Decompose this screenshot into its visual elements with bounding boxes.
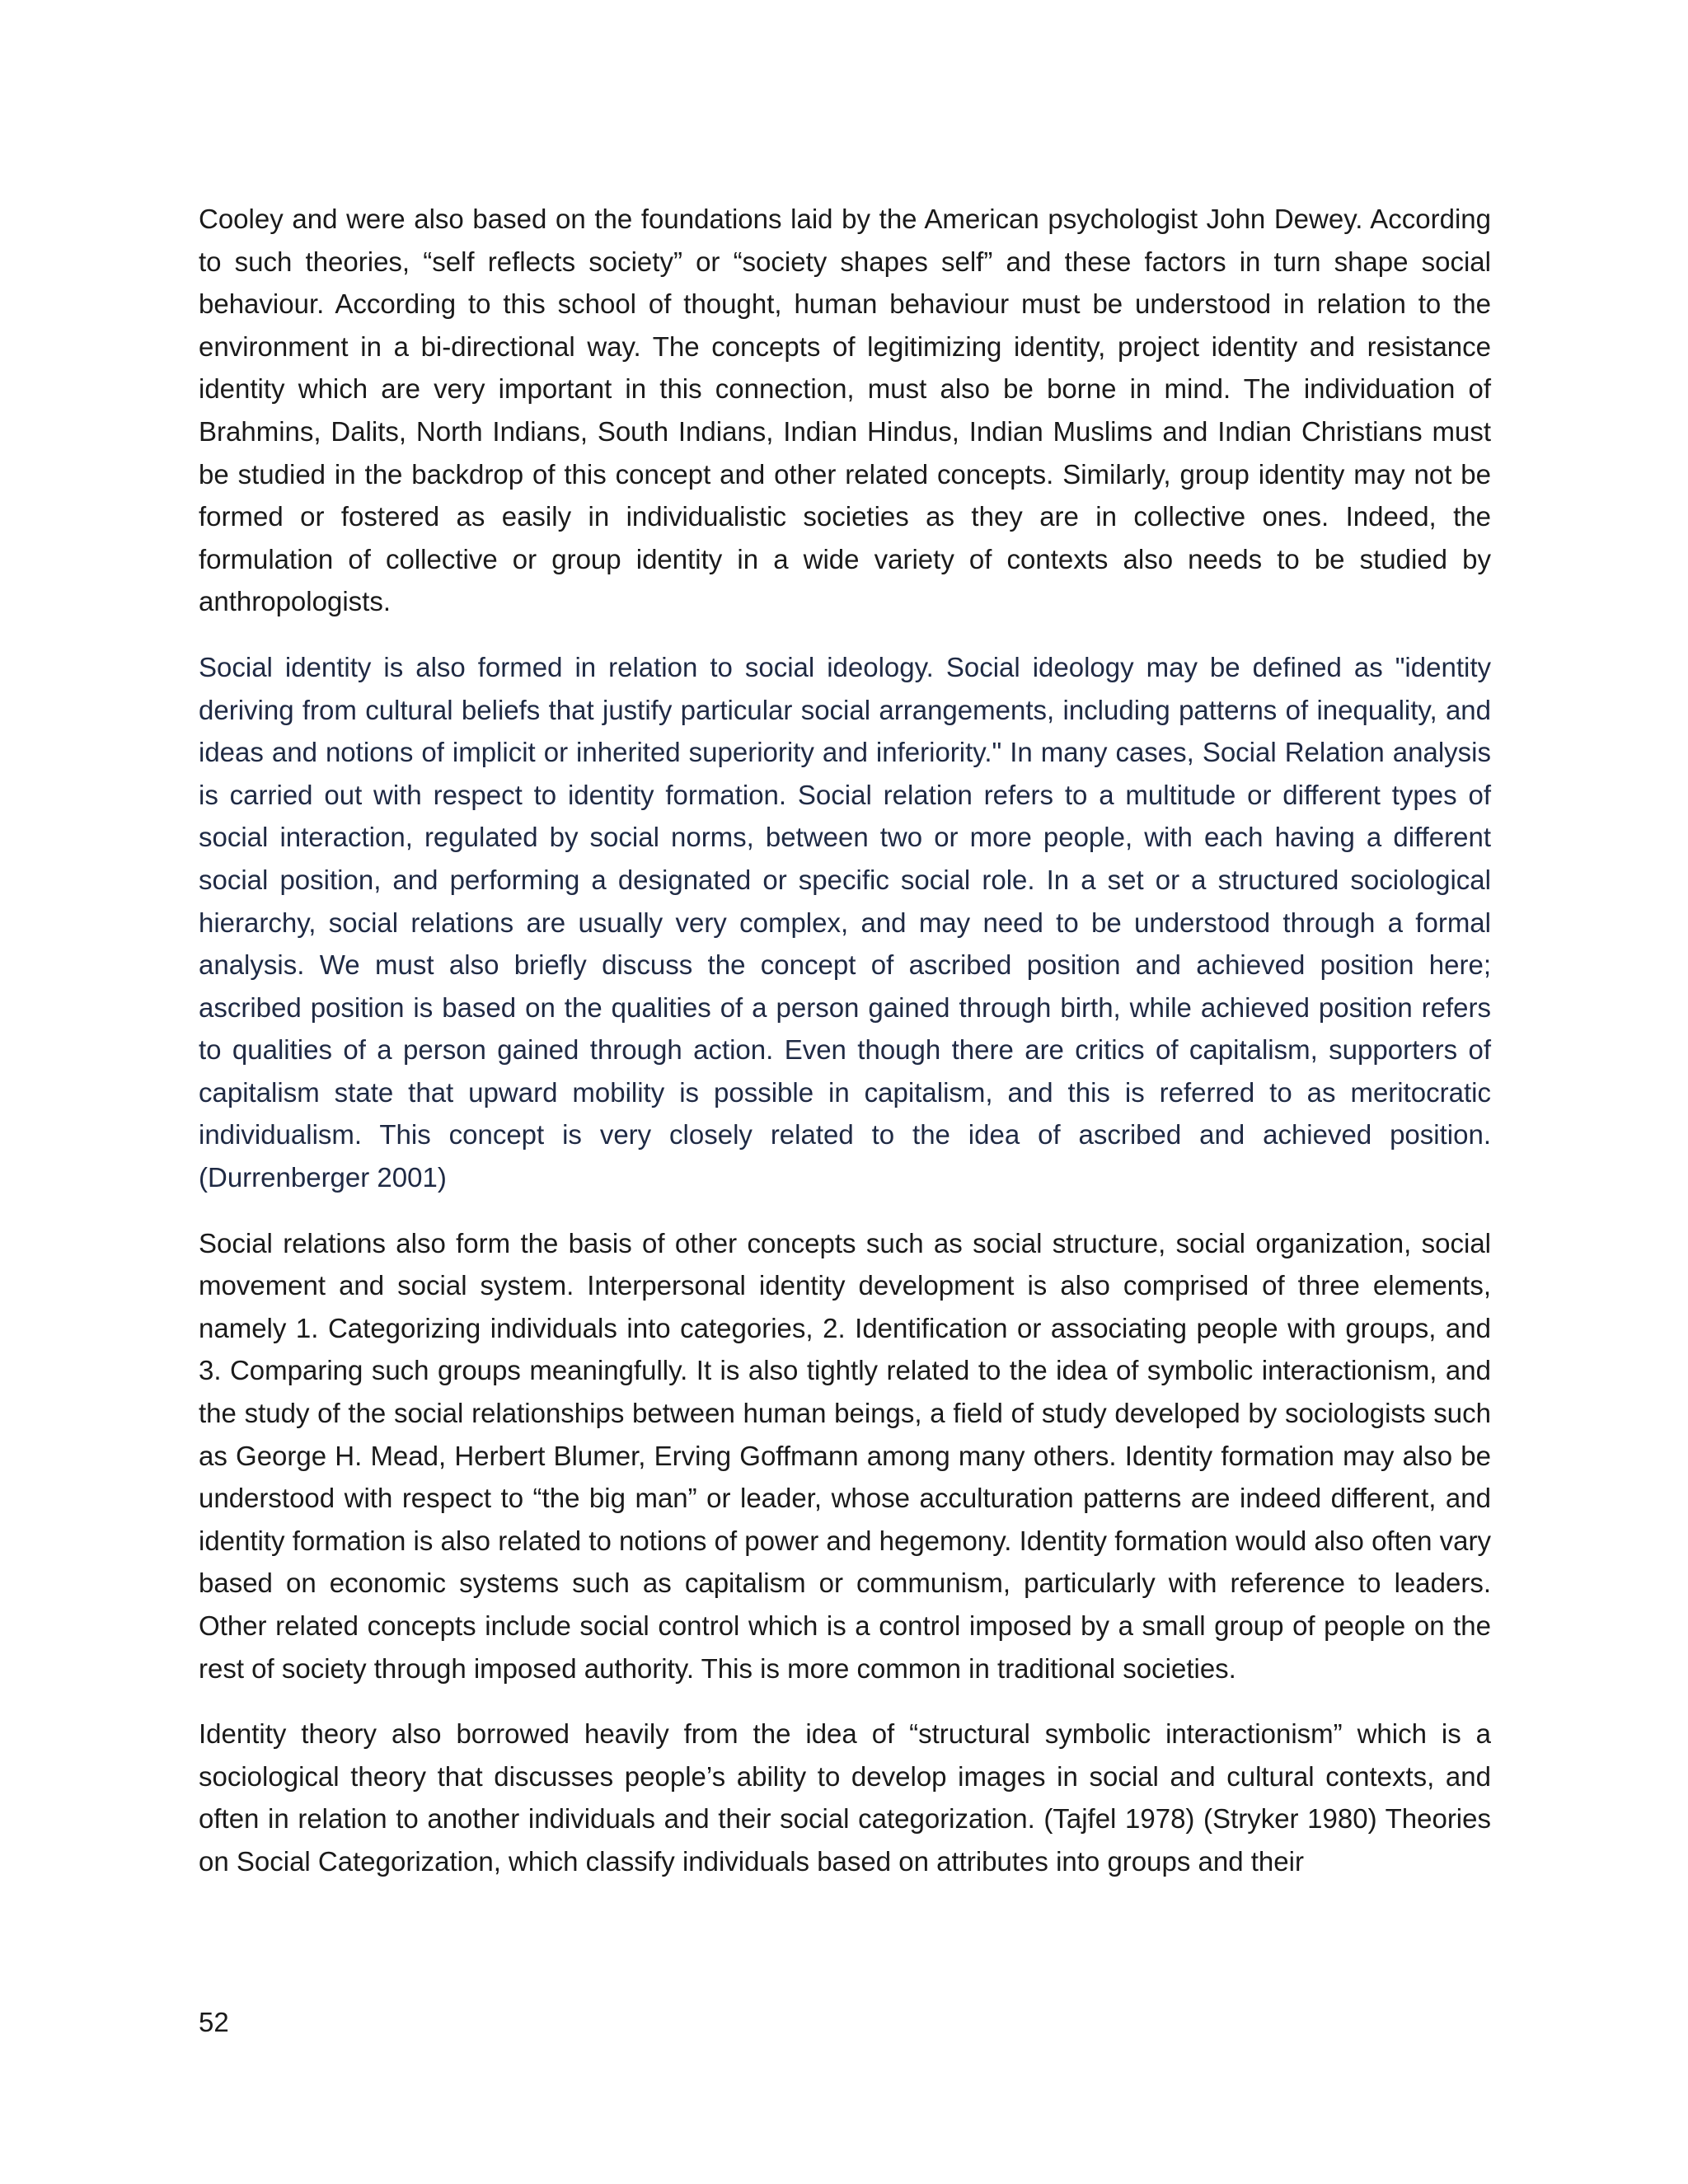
page-number: 52 <box>199 2007 229 2037</box>
paragraph-4: Identity theory also borrowed heavily from the idea of “structural symbolic interactionism” which is a sociological theory that discusses people’s ability to develop images in social and cultural contexts, and often in relation to another individuals and their social categorization. (Tajfel 1978) (Stryker 1980) Theories on Social Categorization, which classify individuals based on attributes into groups and their <box>199 1718 1491 1877</box>
paragraph-3: Social relations also form the basis of other concepts such as social structure, social organization, social movement and social system. Interpersonal identity development is also comprised of three elements, namely 1. Categorizing individuals into categories, 2. Identification or associating people with groups, and 3. Comparing such groups meaningfully. It is also tightly related to the idea of symbolic interactionism, and the study of the social relationships between human beings, a field of study developed by sociologists such as George H. Mead, Herbert Blumer, Erving Goffmann among many others. Identity formation may also be understood with respect to “the big man” or leader, whose acculturation patterns are indeed different, and identity formation is also related to notions of power and hegemony. Identity formation would also often vary based on economic systems such as capitalism or communism, particularly with reference to leaders. Other related concepts include social control which is a control imposed by a small group of people on the rest of society through imposed authority. This is more common in traditional societies. <box>199 1227 1491 1684</box>
paragraph-1: Cooley and were also based on the foundations laid by the American psychologist John Dewey. According to such theories, “self reflects society” or “society shapes self” and these factors in turn shape social behaviour. According to this school of thought, human behaviour must be understood in relation to the environment in a bi-directional way. The concepts of legitimizing identity, project identity and resistance identity which are very important in this connection, must also be borne in mind. The individuation of Brahmins, Dalits, North Indians, South Indians, Indian Hindus, Indian Muslims and Indian Christians must be studied in the backdrop of this concept and other related concepts. Similarly, group identity may not be formed or fostered as easily in individualistic societies as they are in collective ones. Indeed, the formulation of collective or group identity in a wide variety of contexts also needs to be studied by anthropologists. <box>199 204 1491 617</box>
body-text <box>199 198 1491 1906</box>
paragraph-2: Social identity is also formed in relation to social ideology. Social ideology may be defined as "identity deriving from cultural beliefs that justify particular social arrangements, including patterns of inequality, and ideas and notions of implicit or inherited superiority and inferiority." In many cases, Social Relation analysis is carried out with respect to identity formation. Social relation refers to a multitude or different types of social interaction, regulated by social norms, between two or more people, with each having a different social position, and performing a designated or specific social role. In a set or a structured sociological hierarchy, social relations are usually very complex, and may need to be understood through a formal analysis. We must also briefly discuss the concept of ascribed position and achieved position here; ascribed position is based on the qualities of a person gained through birth, while achieved position refers to qualities of a person gained through action. Even though there are critics of capitalism, supporters of capitalism state that upward mobility is possible in capitalism, and this is referred to as meritocratic individualism. This concept is very closely related to the idea of ascribed and achieved position. (Durrenberger 2001) <box>199 651 1491 1193</box>
